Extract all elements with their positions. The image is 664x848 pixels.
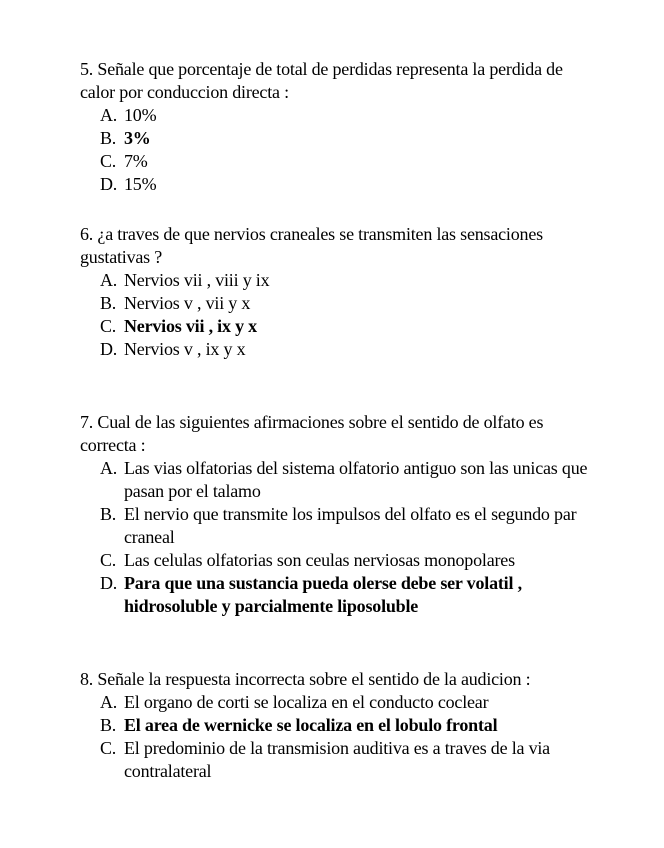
- option-text: Nervios vii , ix y x: [124, 316, 257, 336]
- question-text: 7. Cual de las siguientes afirmaciones sobre el sentido de olfato es correcta :: [80, 412, 544, 455]
- answer-option-highlighted: [80, 714, 600, 737]
- option-text: Nervios v , vii y x: [124, 293, 251, 313]
- option-text: El predominio de la transmision auditiva es a traves de la via contralateral: [124, 738, 550, 781]
- option-letter: D.: [100, 174, 118, 194]
- option-letter: C.: [100, 316, 117, 336]
- answer-option: [80, 269, 600, 292]
- option-letter: C.: [100, 151, 117, 171]
- answer-options: [80, 104, 600, 196]
- option-text: Nervios vii , viii y ix: [124, 270, 270, 290]
- option-letter: A.: [100, 105, 118, 125]
- option-text: El area de wernicke se localiza en el lobulo frontal: [124, 715, 498, 735]
- option-text: Para que una sustancia pueda olerse debe ser volatil , hidrosoluble y parcialmente liposoluble: [124, 573, 522, 616]
- option-text: Nervios v , ix y x: [124, 339, 246, 359]
- option-letter: C.: [100, 550, 117, 570]
- option-letter: D.: [100, 573, 118, 593]
- option-letter: B.: [100, 293, 117, 313]
- question-text: 5. Señale que porcentaje de total de perdidas representa la perdida de calor por conduccion directa :: [80, 59, 563, 102]
- option-text: 15%: [124, 174, 157, 194]
- question-text: 8. Señale la respuesta incorrecta sobre el sentido de la audicion :: [80, 669, 531, 689]
- answer-option: [80, 737, 600, 783]
- option-letter: B.: [100, 128, 117, 148]
- answer-option: [80, 292, 600, 315]
- option-text: 10%: [124, 105, 157, 125]
- option-letter: A.: [100, 270, 118, 290]
- option-text: El nervio que transmite los impulsos del olfato es el segundo par craneal: [124, 504, 577, 547]
- option-text: El organo de corti se localiza en el conducto coclear: [124, 692, 489, 712]
- option-letter: A.: [100, 458, 118, 478]
- answer-option-highlighted: [80, 315, 600, 338]
- option-letter: B.: [100, 715, 117, 735]
- answer-options: [80, 269, 600, 361]
- answer-option: [80, 338, 600, 361]
- answer-option-highlighted: [80, 572, 600, 618]
- answer-option-highlighted: [80, 127, 600, 150]
- answer-option: [80, 503, 600, 549]
- option-text: Las vias olfatorias del sistema olfatorio antiguo son las unicas que pasan por el talamo: [124, 458, 588, 501]
- option-letter: A.: [100, 692, 118, 712]
- answer-option: [80, 457, 600, 503]
- question-6: [80, 223, 600, 361]
- option-letter: D.: [100, 339, 118, 359]
- question-7: [80, 411, 600, 618]
- answer-option: [80, 150, 600, 173]
- answer-option: [80, 173, 600, 196]
- option-text: 3%: [124, 128, 151, 148]
- answer-options: [80, 691, 600, 783]
- question-text: 6. ¿a traves de que nervios craneales se transmiten las sensaciones gustativas ?: [80, 224, 543, 267]
- answer-options: [80, 457, 600, 618]
- question-5: [80, 58, 600, 196]
- answer-option: [80, 691, 600, 714]
- option-letter: C.: [100, 738, 117, 758]
- answer-option: [80, 549, 600, 572]
- option-letter: B.: [100, 504, 117, 524]
- question-8: [80, 668, 600, 783]
- answer-option: [80, 104, 600, 127]
- option-text: Las celulas olfatorias son ceulas nerviosas monopolares: [124, 550, 515, 570]
- option-text: 7%: [124, 151, 148, 171]
